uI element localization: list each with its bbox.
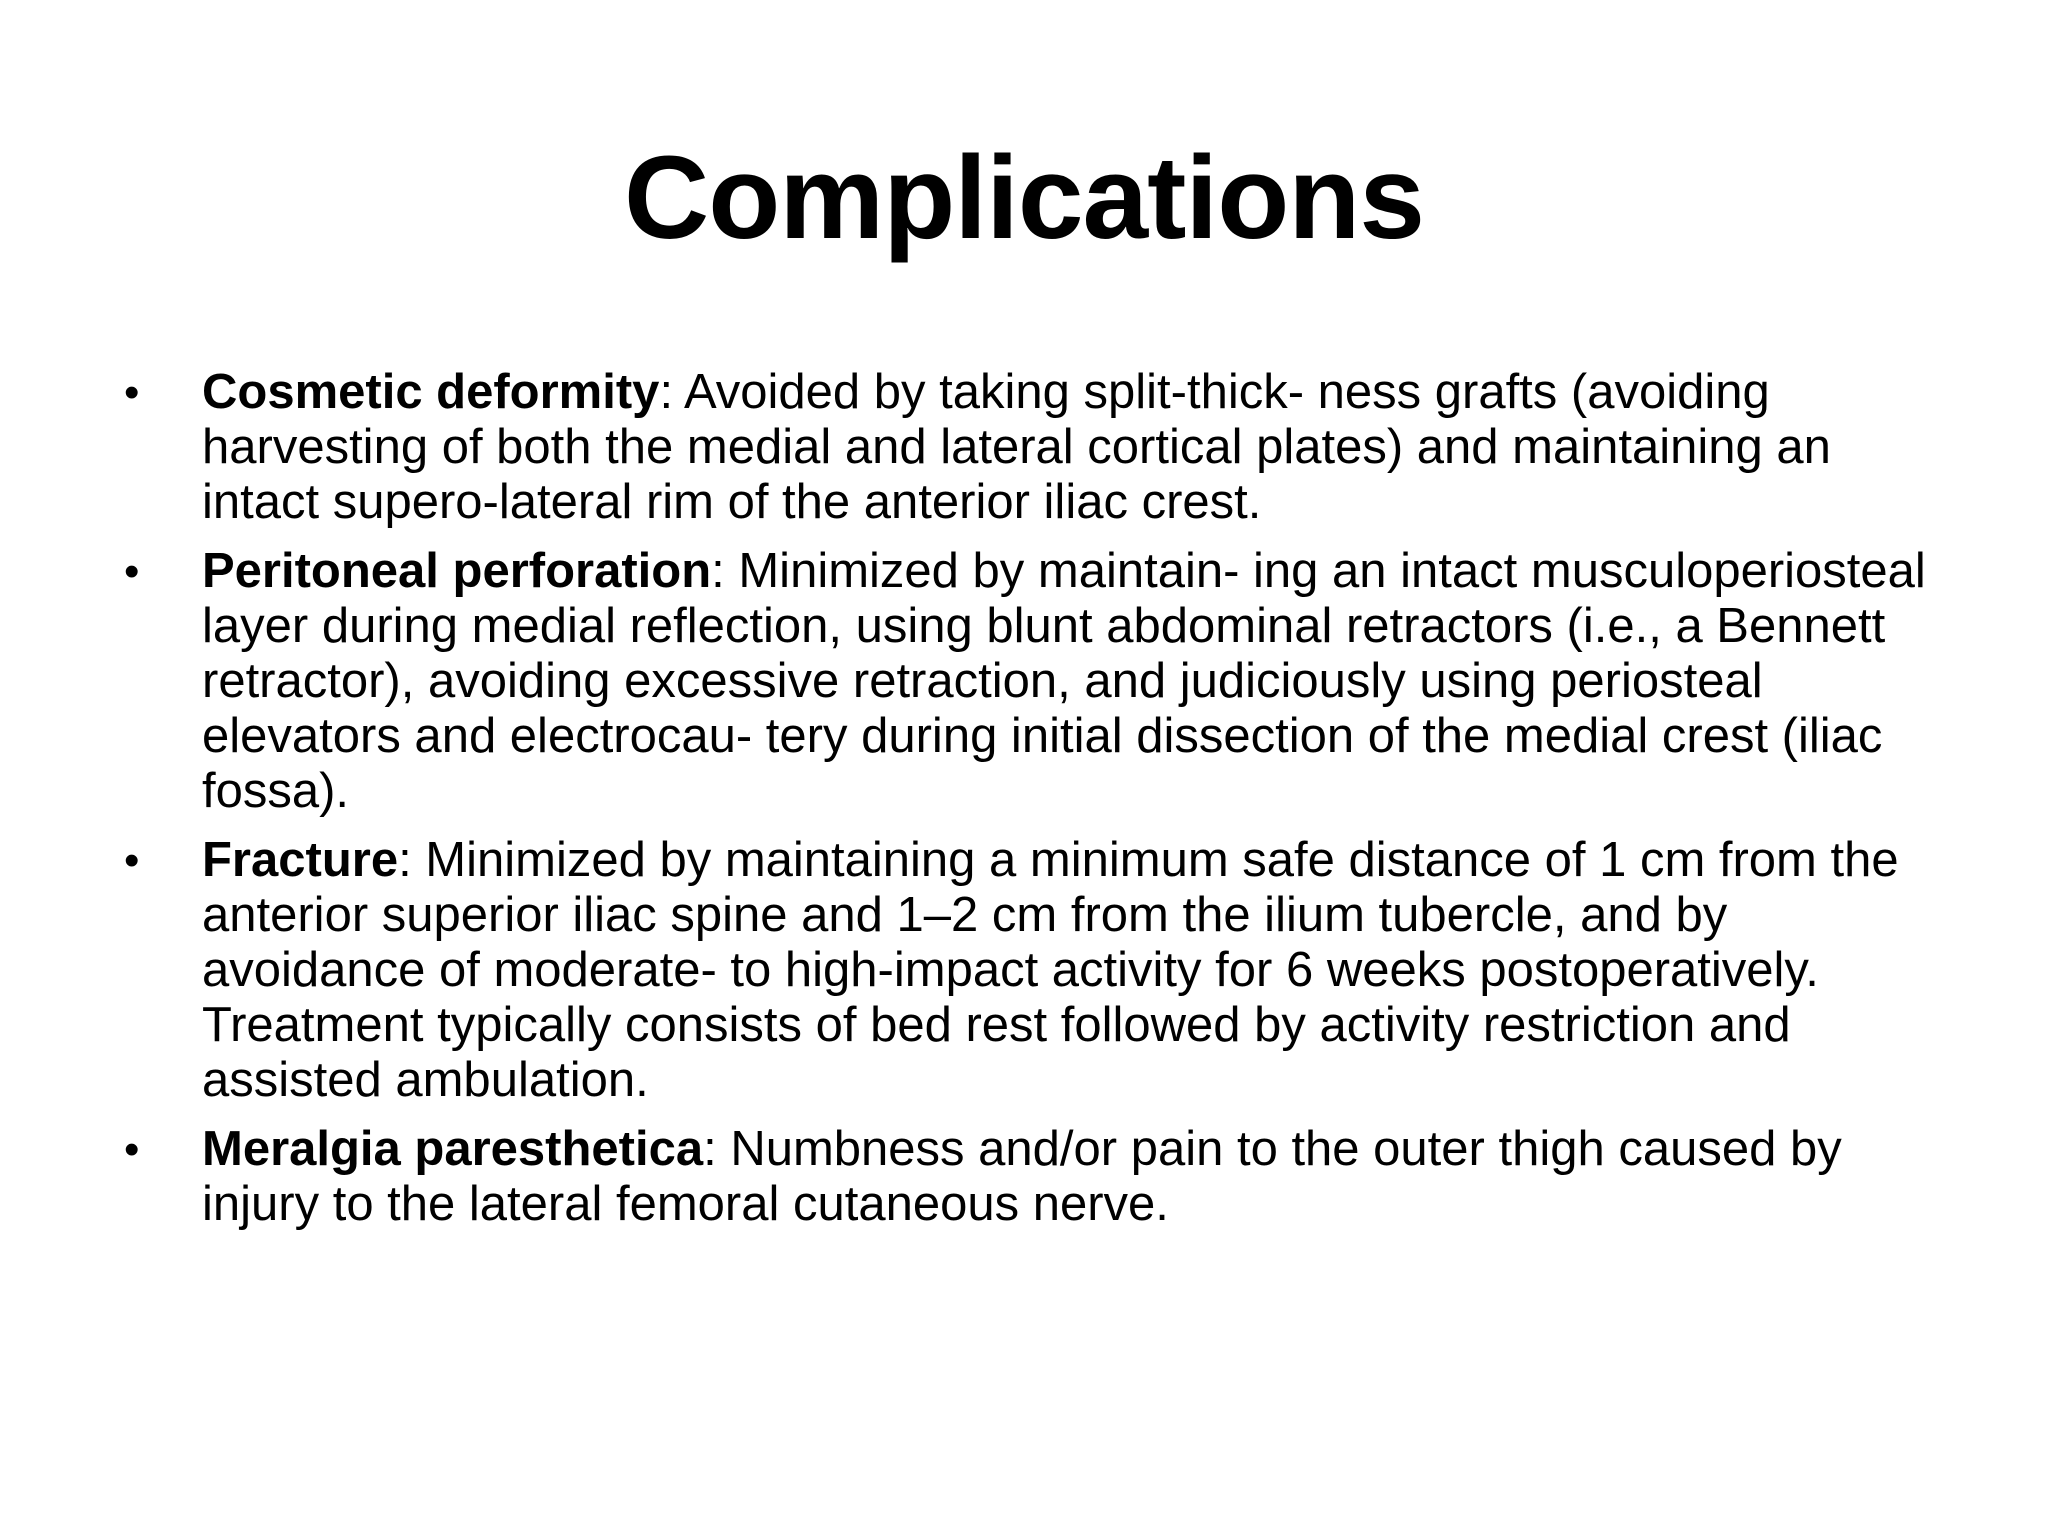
bullet-text: : Avoided by taking split-thick- ness grafts (avoiding harvesting of both the medial and lateral cortical plates) and maintaining an intact supero-lateral rim of the anterior iliac crest. (202, 365, 1831, 529)
bullet-term: Meralgia paresthetica (202, 1122, 704, 1176)
bullet-item-meralgia-paresthetica (120, 1122, 1950, 1232)
bullet-icon: • (124, 547, 140, 596)
bullet-item-cosmetic-deformity (120, 365, 1950, 530)
bullet-icon: • (124, 836, 140, 885)
bullet-text: : Numbness and/or pain to the outer thigh caused by injury to the lateral femoral cutaneous nerve. (202, 1122, 1842, 1231)
bullet-text: : Minimized by maintain- ing an intact musculoperiosteal layer during medial reflection, using blunt abdominal retractors (i.e., a Bennett retractor), avoiding excessive retraction, and judiciously using periosteal elevators and electrocau- tery during initial dissection of the medial crest (iliac fossa). (202, 544, 1926, 818)
bullet-icon: • (124, 368, 140, 417)
bullet-text: : Minimized by maintaining a minimum safe distance of 1 cm from the anterior superior iliac spine and 1–2 cm from the ilium tubercle, and by avoidance of moderate- to high-impact activity for 6 weeks postoperatively. Treatment typically consists of bed rest followed by activity restriction and assisted ambulation. (202, 833, 1899, 1107)
bullet-list (120, 365, 1950, 1246)
bullet-item-peritoneal-perforation (120, 544, 1950, 819)
bullet-term: Cosmetic deformity (202, 365, 660, 419)
bullet-term: Peritoneal perforation (202, 544, 712, 598)
bullet-icon: • (124, 1125, 140, 1174)
slide-title: Complications (624, 132, 1424, 264)
bullet-term: Fracture (202, 833, 399, 887)
bullet-item-fracture (120, 833, 1950, 1108)
